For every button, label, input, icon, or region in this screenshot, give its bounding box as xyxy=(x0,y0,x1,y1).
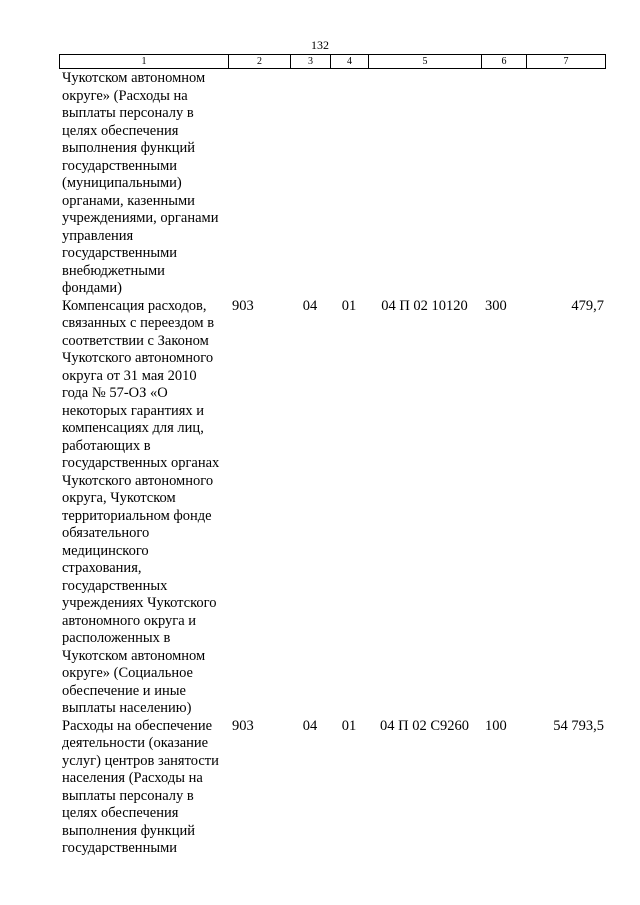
row-ministry-code: 903 xyxy=(232,297,254,314)
header-col-4: 4 xyxy=(331,55,369,69)
row-description: Компенсация расходов, связанных с переездом в соответствии с Законом Чукотского автономного округа от 31 мая 2010 года № 57-ОЗ «О некоторых гарантиях и компенсациях для лиц, работающих в государственных органах Чукотского автономного округа, Чукотском территориальном фонде обязательного медицинского страхования, государственных учреждениях Чукотского автономного округа и расположенных в Чукотском автономном округе» (Социальное обеспечение и иные выплаты населению) xyxy=(62,297,220,716)
row-amount: 54 793,5 xyxy=(553,717,604,734)
row-expense-type: 300 xyxy=(485,297,507,314)
column-number-header xyxy=(59,54,606,69)
row-target-article: 04 П 02 10120 xyxy=(381,297,468,314)
row-target-article xyxy=(368,70,481,298)
row-subsection-code: 01 xyxy=(341,297,357,314)
row-section-code: 04 xyxy=(302,717,318,734)
header-col-2: 2 xyxy=(229,55,291,69)
page-number: 132 xyxy=(311,38,329,52)
row-description: Чукотском автономном округе» (Расходы на выплаты персоналу в целях обеспечения выполнения функций государственными (муниципальными) органами, казенными учреждениями, органами управления государственными внебюджетными фондами) xyxy=(62,70,219,296)
header-col-1: 1 xyxy=(60,55,229,69)
header-row xyxy=(60,55,606,69)
table-row xyxy=(59,298,605,718)
row-expense-type: 100 xyxy=(485,717,507,734)
row-description: Расходы на обеспечение деятельности (оказание услуг) центров занятости населения (Расходы на выплаты персоналу в целях обеспечения выполнения функций государственными xyxy=(62,717,219,856)
row-section-code: 04 xyxy=(302,297,318,314)
header-col-3: 3 xyxy=(291,55,331,69)
header-col-5: 5 xyxy=(369,55,482,69)
table-row xyxy=(59,718,605,858)
row-subsection-code: 01 xyxy=(341,717,357,734)
row-amount: 479,7 xyxy=(571,297,604,314)
row-ministry-code xyxy=(228,70,290,298)
row-target-article: 04 П 02 С9260 xyxy=(379,717,470,734)
table-row xyxy=(59,70,605,298)
header-col-6: 6 xyxy=(482,55,527,69)
row-ministry-code: 903 xyxy=(232,717,254,734)
row-section-code xyxy=(290,70,330,298)
row-subsection-code xyxy=(330,70,368,298)
row-expense-type xyxy=(481,70,526,298)
budget-table xyxy=(59,70,605,858)
header-col-7: 7 xyxy=(527,55,606,69)
row-amount xyxy=(526,70,605,298)
